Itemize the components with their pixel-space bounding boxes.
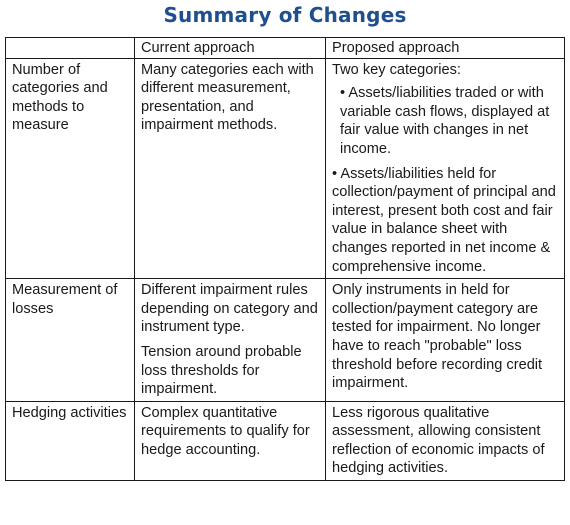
proposed-approach-cell <box>326 401 565 480</box>
current-text: Complex quantitative requirements to qualify for hedge accounting. <box>141 404 310 458</box>
row-label: Number of categories and methods to measure <box>12 61 108 134</box>
current-text: Tension around probable loss thresholds for impairment. <box>141 343 302 398</box>
table-row <box>6 401 565 480</box>
current-approach-cell <box>135 401 326 480</box>
proposed-text: Two key categories: <box>332 61 461 78</box>
header-cell-current: Current approach <box>135 38 326 59</box>
current-approach-cell <box>135 58 326 279</box>
current-text: Different impairment rules depending on category and instrument type. <box>141 282 318 336</box>
row-label: Hedging activities <box>12 404 127 421</box>
proposed-bullet: • Assets/liabilities held for collection/payment of principal and interest, present both cost and fair value in balance sheet with changes reported in net income & comprehensive income. <box>332 165 556 275</box>
table-header-row <box>6 38 565 59</box>
proposed-bullet: • Assets/liabilities traded or with variable cash flows, displayed at fair value with changes in net income. <box>340 85 550 157</box>
current-text: Many categories each with different measurement, presentation, and impairment methods. <box>141 61 314 134</box>
current-approach-cell <box>135 279 326 402</box>
page-title: Summary of Changes <box>163 3 407 27</box>
row-label-cell <box>6 58 135 279</box>
proposed-text: Less rigorous qualitative assessment, allowing consistent reflection of economic impacts of hedging activities. <box>332 404 545 477</box>
table-row <box>6 58 565 279</box>
row-label-cell <box>6 279 135 402</box>
proposed-approach-cell <box>326 58 565 279</box>
row-label-cell <box>6 401 135 480</box>
summary-table <box>5 37 565 481</box>
header-cell-empty <box>6 38 135 59</box>
table-row <box>6 279 565 402</box>
header-cell-proposed: Proposed approach <box>326 38 565 59</box>
proposed-text: Only instruments in held for collection/payment category are tested for impairment. No longer have to reach "probable" loss threshold before recording credit impairment. <box>332 282 543 392</box>
row-label: Measurement of losses <box>12 282 118 317</box>
proposed-approach-cell <box>326 279 565 402</box>
